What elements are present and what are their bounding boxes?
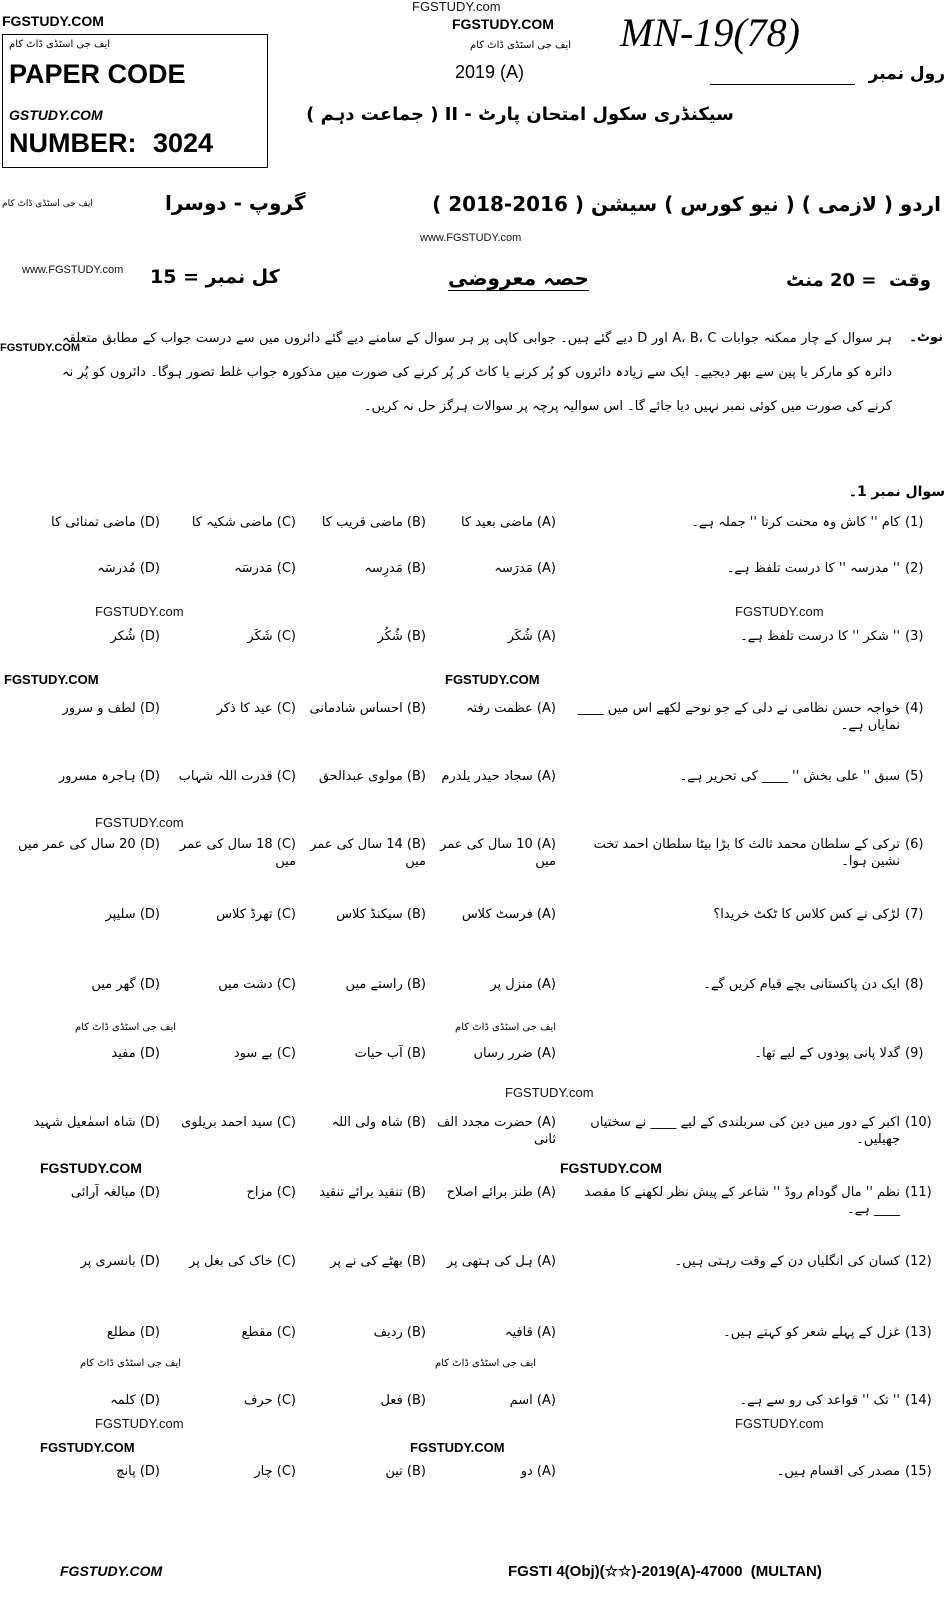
question-number: (15) <box>905 1464 932 1479</box>
question-text: کسان کی انگلیاں دن کے وقت رہتی ہیں۔ <box>674 1254 900 1269</box>
question-text: مصدر کی اقسام ہیں۔ <box>776 1464 900 1479</box>
watermark: FGSTUDY.COM <box>560 1160 662 1176</box>
question-row <box>0 700 951 733</box>
question-row <box>0 560 951 590</box>
roll-number-field[interactable] <box>710 84 855 85</box>
option-b: (B) راستے میں <box>345 977 426 992</box>
paper-number: 3024 <box>153 128 214 158</box>
question-number: (1) <box>905 515 924 530</box>
watermark: FGSTUDY.COM <box>452 16 554 32</box>
option-b: (B) شاہ ولی اللہ <box>331 1115 426 1130</box>
time-value: = 20 منٹ <box>786 270 877 291</box>
watermark: FGSTUDY.com <box>505 1085 594 1100</box>
option-b: (B) شُکُر <box>377 629 426 644</box>
watermark: ایف جی اسٹڈی ڈاٹ کام <box>75 1022 177 1033</box>
question-text: نظم '' مال گودام روڈ '' شاعر کے پیش نظر لکھنے کا مقصد ____ ہے۔ <box>584 1185 900 1217</box>
option-c: (C) چار <box>254 1464 296 1479</box>
option-a: (A) ضرر رساں <box>473 1046 556 1061</box>
watermark: ایف جی اسٹڈی ڈاٹ کام <box>9 39 111 50</box>
option-d: (D) پانچ <box>116 1464 160 1479</box>
question-text: غزل کے پہلے شعر کو کہتے ہیں۔ <box>723 1325 900 1340</box>
option-d: (D) مُدرسَہ <box>97 561 160 576</box>
option-a: (A) مَدرَسہ <box>494 561 556 576</box>
option-a: (A) طنز برائے اصلاح <box>446 1185 556 1200</box>
time-allowed <box>786 270 931 291</box>
marks-label: کل نمبر <box>205 266 280 288</box>
question-number: (12) <box>905 1254 932 1269</box>
option-b: (B) مَدرِسہ <box>364 561 426 576</box>
question-text: اکبر کے دور میں دین کی سربلندی کے لیے ____ نے سختیاں جھیلیں۔ <box>590 1115 900 1147</box>
question-number: (13) <box>905 1325 932 1340</box>
watermark: ایف جی اسٹڈی ڈاٹ کام <box>2 199 93 209</box>
watermark: FGSTUDY.COM <box>40 1160 142 1176</box>
option-c: (C) حرف <box>243 1393 296 1408</box>
option-d: (D) شاہ اسمٰعیل شہید <box>33 1115 160 1130</box>
watermark: FGSTUDY.COM <box>40 1440 135 1455</box>
question-text: لڑکی نے کس کلاس کا ٹکٹ خریدا؟ <box>713 907 900 922</box>
footer-paper-code <box>508 1562 822 1580</box>
watermark: FGSTUDY.COM <box>445 672 540 687</box>
option-d: (D) بانسری پر <box>80 1254 160 1269</box>
section-title: حصہ معروضی <box>448 266 589 290</box>
option-a: (A) فرسٹ کلاس <box>461 907 556 922</box>
question-row <box>0 906 951 936</box>
watermark: FGSTUDY.COM <box>2 13 104 29</box>
question-row <box>0 1184 951 1217</box>
question-text: ترکی کے سلطان محمد ثالث کا بڑا بیٹا سلطان احمد تخت نشین ہوا۔ <box>593 837 900 869</box>
option-b: (B) تنقید برائے تنقید <box>319 1185 426 1200</box>
roll-number-label: رول نمبر <box>868 64 945 84</box>
option-b: (B) احساس شادمانی <box>309 701 426 716</box>
watermark: www.FGSTUDY.com <box>22 264 124 276</box>
question-number: (6) <box>905 837 924 852</box>
question-row <box>0 1463 951 1493</box>
option-b: (B) بھٹے کی نے پر <box>330 1254 426 1269</box>
question-text: خواجہ حسن نظامی نے دلی کے جو نوحے لکھے اس میں ____ نمایاں ہے۔ <box>577 701 900 733</box>
option-b: (B) 14 سال کی عمر میں <box>310 837 426 869</box>
footer-code: FGSTI 4(Obj)(☆☆)-2019(A)-47000 <box>508 1563 743 1580</box>
option-c: (C) قدرت اللہ شہاب <box>178 769 296 784</box>
option-c: (C) ماضی شکیہ کا <box>191 515 296 530</box>
option-b: (B) مولوی عبدالحق <box>318 769 426 784</box>
option-b: (B) ردیف <box>373 1325 426 1340</box>
watermark: FGSTUDY.COM <box>410 1440 505 1455</box>
option-c: (C) دشت میں <box>218 977 296 992</box>
option-d: (D) لطف و سرور <box>62 701 160 716</box>
option-d: (D) مطلع <box>106 1325 160 1340</box>
option-a: (A) سجاد حیدر یلدرم <box>441 769 556 784</box>
option-a: (A) قافیہ <box>504 1325 556 1340</box>
option-a: (A) اسم <box>509 1393 556 1408</box>
question-row <box>0 836 951 869</box>
option-c: (C) خاک کی بغل پر <box>189 1254 296 1269</box>
watermark: FGSTUDY.com <box>95 604 184 619</box>
question-row <box>0 1324 951 1354</box>
option-a: (A) 10 سال کی عمر میں <box>440 837 556 869</box>
option-d: (D) ہاجرہ مسرور <box>58 769 160 784</box>
exam-title: سیکنڈری سکول امتحان پارٹ - II ( جماعت دہم ) <box>306 104 734 125</box>
footer-city: (MULTAN) <box>750 1563 822 1580</box>
total-marks <box>150 266 280 288</box>
question-row <box>0 976 951 1006</box>
option-a: (A) حضرت مجدد الف ثانی <box>436 1115 556 1147</box>
question-number: (11) <box>905 1185 932 1200</box>
option-d: (D) ماضی تمنائی کا <box>51 515 160 530</box>
question-row <box>0 768 951 798</box>
footer-watermark: FGSTUDY.COM <box>60 1563 163 1579</box>
question-heading: سوال نمبر 1۔ <box>848 484 945 500</box>
note-label: نوٹ۔ <box>909 330 943 345</box>
question-row <box>0 1045 951 1075</box>
option-b: (B) تین <box>385 1464 426 1479</box>
question-text: '' شکر '' کا درست تلفظ ہے۔ <box>740 629 900 644</box>
watermark: FGSTUDY.COM <box>0 342 81 354</box>
option-c: (C) مزاح <box>246 1185 296 1200</box>
question-number: (8) <box>905 977 924 992</box>
question-number: (14) <box>905 1393 932 1408</box>
option-d: (D) مفید <box>111 1046 160 1061</box>
question-text: گدلا پانی پودوں کے لیے تھا۔ <box>754 1046 900 1061</box>
paper-code-box <box>2 34 268 168</box>
marks-value: = 15 <box>150 266 199 288</box>
option-b: (B) فعل <box>380 1393 426 1408</box>
question-number: (5) <box>905 769 924 784</box>
option-a: (A) عظمت رفتہ <box>465 701 556 716</box>
option-a: (A) شُکَر <box>507 629 556 644</box>
option-d: (D) مبالغہ آرائی <box>70 1185 160 1200</box>
watermark: www.FGSTUDY.com <box>420 232 522 244</box>
time-label: وقت <box>888 270 931 291</box>
option-d: (D) 20 سال کی عمر میں <box>18 837 160 852</box>
question-text: ایک دن پاکستانی بچے قیام کریں گے۔ <box>703 977 900 992</box>
watermark: ایف جی اسٹڈی ڈاٹ کام <box>435 1358 537 1369</box>
question-text: کام '' کاش وہ محنت کرتا '' جملہ ہے۔ <box>691 515 900 530</box>
option-b: (B) سیکنڈ کلاس <box>336 907 426 922</box>
option-c: (C) تھرڈ کلاس <box>216 907 296 922</box>
question-row <box>0 628 951 658</box>
watermark: ایف جی اسٹڈی ڈاٹ کام <box>470 40 572 51</box>
option-b: (B) ماضی قریب کا <box>321 515 426 530</box>
instructions: ہر سوال کے چار ممکنہ جوابات A، B، C اور D دیے گئے ہیں۔ جوابی کاپی پر ہر سوال کے سامنے دیے گئے دائروں میں سے درست جواب کے مطابق متعلقہ دائرہ کو مارکر یا پین سے بھر دیجیے۔ ایک سے زیادہ دائروں کو پُر کرنے یا کاٹ کر پُر کرنے کی صورت میں مذکورہ جواب غلط تصور ہوگا۔ دائروں کو پُر نہ کرنے کی صورت میں کوئی نمبر نہیں دیا جائے گا۔ اس سوالیہ پرچہ پر سوالات ہرگز حل نہ کریں۔ <box>62 331 892 414</box>
option-c: (C) سید احمد بریلوی <box>181 1115 296 1130</box>
option-d: (D) کلمہ <box>110 1393 160 1408</box>
watermark: ایف جی اسٹڈی ڈاٹ کام <box>80 1358 182 1369</box>
watermark: ایف جی اسٹڈی ڈاٹ کام <box>455 1022 557 1033</box>
watermark: GSTUDY.COM <box>9 107 103 123</box>
handwritten-code: MN-19(78) <box>620 10 800 55</box>
question-number: (9) <box>905 1046 924 1061</box>
number-label: NUMBER: <box>9 128 137 158</box>
question-number: (10) <box>905 1115 932 1130</box>
question-number: (7) <box>905 907 924 922</box>
subject-title: اردو ( لازمی ) ( نیو کورس ) سیشن ( 2016-2018 ) <box>432 192 941 216</box>
question-number: (2) <box>905 561 924 576</box>
question-row <box>0 1253 951 1283</box>
question-text: '' تک '' قواعد کی رو سے ہے۔ <box>739 1393 900 1408</box>
question-row <box>0 514 951 544</box>
watermark: FGSTUDY.com <box>735 1416 824 1431</box>
option-a: (A) ماضی بعید کا <box>460 515 556 530</box>
option-d: (D) گھر میں <box>91 977 160 992</box>
option-a: (A) ہل کی ہتھی پر <box>446 1254 556 1269</box>
option-d: (D) شُکر <box>110 629 160 644</box>
question-number: (4) <box>905 701 924 716</box>
group-label: گروپ - دوسرا <box>165 191 306 215</box>
option-a: (A) منزل پر <box>490 977 556 992</box>
question-text: سبق '' علی بخش '' ____ کی تحریر ہے۔ <box>679 769 900 784</box>
watermark: FGSTUDY.com <box>412 0 501 14</box>
watermark: FGSTUDY.com <box>735 604 824 619</box>
watermark: FGSTUDY.COM <box>4 672 99 687</box>
option-a: (A) دو <box>520 1464 556 1479</box>
option-c: (C) بے سود <box>233 1046 296 1061</box>
option-b: (B) آب حیات <box>354 1046 426 1061</box>
option-c: (C) مقطع <box>241 1325 296 1340</box>
paper-code-label: PAPER CODE <box>9 59 186 89</box>
watermark: FGSTUDY.com <box>95 815 184 830</box>
exam-year: 2019 (A) <box>455 62 525 82</box>
question-text: '' مدرسہ '' کا درست تلفظ ہے۔ <box>726 561 900 576</box>
watermark: FGSTUDY.com <box>95 1416 184 1431</box>
question-number: (3) <box>905 629 924 644</box>
option-c: (C) مَدرسَہ <box>234 561 296 576</box>
question-row <box>0 1114 951 1147</box>
option-c: (C) شَکَر <box>247 629 296 644</box>
option-c: (C) 18 سال کی عمر میں <box>179 837 296 869</box>
option-c: (C) عید کا ذکر <box>216 701 296 716</box>
option-d: (D) سلیپر <box>105 907 160 922</box>
